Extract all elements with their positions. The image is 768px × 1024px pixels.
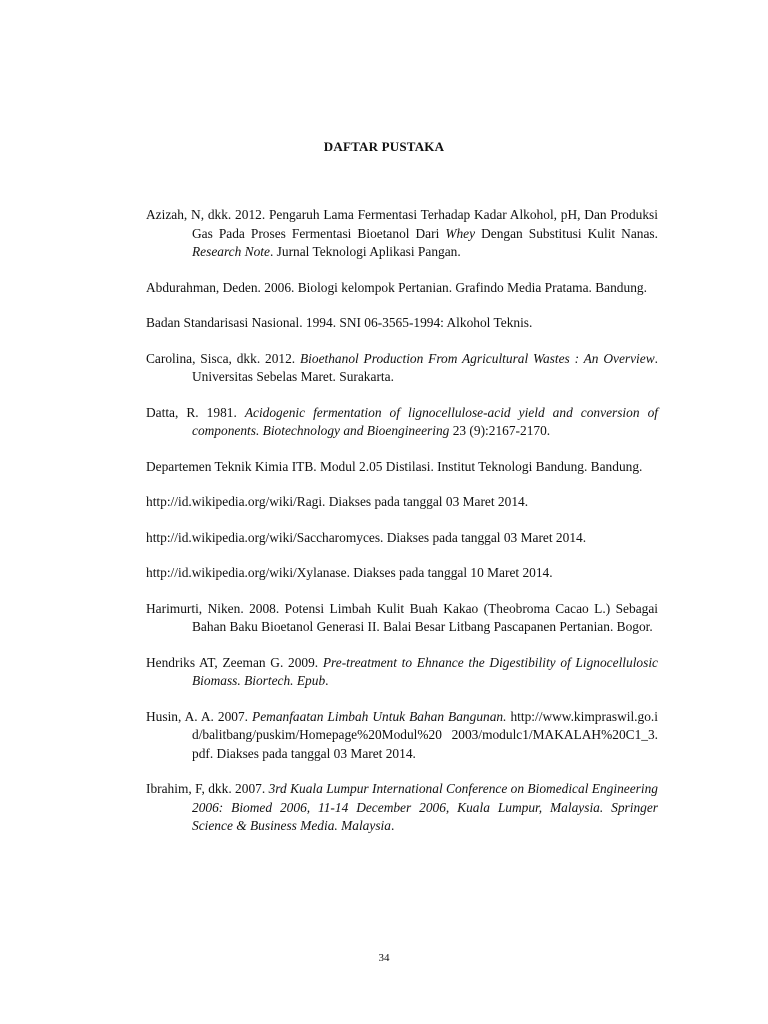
- reference-entry: [146, 708, 658, 764]
- reference-text: Badan Standarisasi Nasional. 1994. SNI 06-3565-1994: Alkohol Teknis.: [146, 315, 533, 330]
- reference-text: Ibrahim, F, dkk. 2007.: [146, 781, 269, 796]
- reference-italic-text: Pre-treatment to Ehnance the Digestibility of Lignocellulosic Biomass. Biortech. Epub: [192, 654, 659, 688]
- reference-entry: [146, 206, 658, 262]
- reference-entry: [146, 404, 658, 441]
- reference-list: [146, 206, 658, 836]
- reference-entry: [146, 314, 658, 333]
- reference-text: Datta, R. 1981.: [146, 404, 245, 420]
- reference-text: .: [390, 818, 395, 833]
- reference-text: http://id.wikipedia.org/wiki/Xylanase. Diakses pada tanggal 10 Maret 2014.: [146, 565, 553, 580]
- reference-entry: [146, 780, 658, 836]
- reference-italic-text: Whey: [445, 225, 476, 241]
- reference-text: Husin, A. A. 2007.: [146, 708, 253, 724]
- reference-entry: [146, 350, 658, 387]
- reference-text: Carolina, Sisca, dkk. 2012.: [146, 350, 300, 366]
- reference-entry: [146, 600, 658, 637]
- reference-text: . Jurnal Teknologi Aplikasi Pangan.: [269, 244, 461, 259]
- page-title: DAFTAR PUSTAKA: [323, 139, 445, 154]
- reference-entry: [146, 529, 658, 548]
- reference-text: Harimurti, Niken. 2008. Potensi Limbah Kulit Buah Kakao (Theobroma Cacao L.) Sebagai Bahan Baku Bioetanol Generasi II. Balai Besar Litbang Pascapanen Pertanian. Bogor.: [146, 600, 658, 634]
- reference-text: Departemen Teknik Kimia ITB. Modul 2.05 Distilasi. Institut Teknologi Bandung. Bandung.: [146, 458, 643, 474]
- reference-text: . Universitas Sebelas Maret. Surakarta.: [192, 350, 658, 384]
- reference-text: Azizah, N, dkk. 2012. Pengaruh Lama Fermentasi Terhadap Kadar Alkohol, pH, Dan Produksi Gas Pada Proses Fermentasi Bioetanol Dari: [146, 207, 658, 241]
- reference-italic-text: 3rd Kuala Lumpur International Conference on Biomedical Engineering 2006: Biomed 2006, 11-14 December 2006, Kuala Lumpur, Malaysia. Springer Science & Business Media. Malaysia: [192, 781, 658, 833]
- reference-text: Abdurahman, Deden. 2006. Biologi kelompok Pertanian. Grafindo Media Pratama. Bandung.: [146, 279, 647, 295]
- page-number: 34: [378, 952, 390, 964]
- reference-text: http://id.wikipedia.org/wiki/Ragi. Diakses pada tanggal 03 Maret 2014.: [146, 494, 529, 509]
- reference-italic-text: Acidogenic fermentation of lignocellulose-acid yield and conversion of components. Biotechnology and Bioengineering: [192, 404, 658, 438]
- reference-italic-text: Research Note: [192, 244, 270, 259]
- reference-entry: [146, 458, 658, 477]
- reference-entry: [146, 654, 658, 691]
- reference-text: Dengan Substitusi Kulit Nanas.: [475, 225, 658, 241]
- reference-entry: [146, 493, 658, 512]
- reference-italic-text: Bioethanol Production From Agricultural Wastes : An Overview: [299, 350, 655, 366]
- reference-entry: [146, 279, 658, 298]
- reference-text: http://www.kimpraswil.go.id/balitbang/puskim/Homepage%20Modul%20 2003/modulc1/MAKALAH%20C1_3.pdf. Diakses pada tanggal 03 Maret 2014.: [192, 708, 658, 761]
- reference-text: .: [325, 673, 329, 688]
- reference-text: Hendriks AT, Zeeman G. 2009.: [146, 654, 323, 670]
- reference-italic-text: Pemanfaatan Limbah Untuk Bahan Bangunan.: [252, 708, 507, 724]
- reference-entry: [146, 564, 658, 583]
- reference-text: http://id.wikipedia.org/wiki/Saccharomyces. Diakses pada tanggal 03 Maret 2014.: [146, 529, 587, 545]
- reference-text: 23 (9):2167-2170.: [449, 423, 551, 438]
